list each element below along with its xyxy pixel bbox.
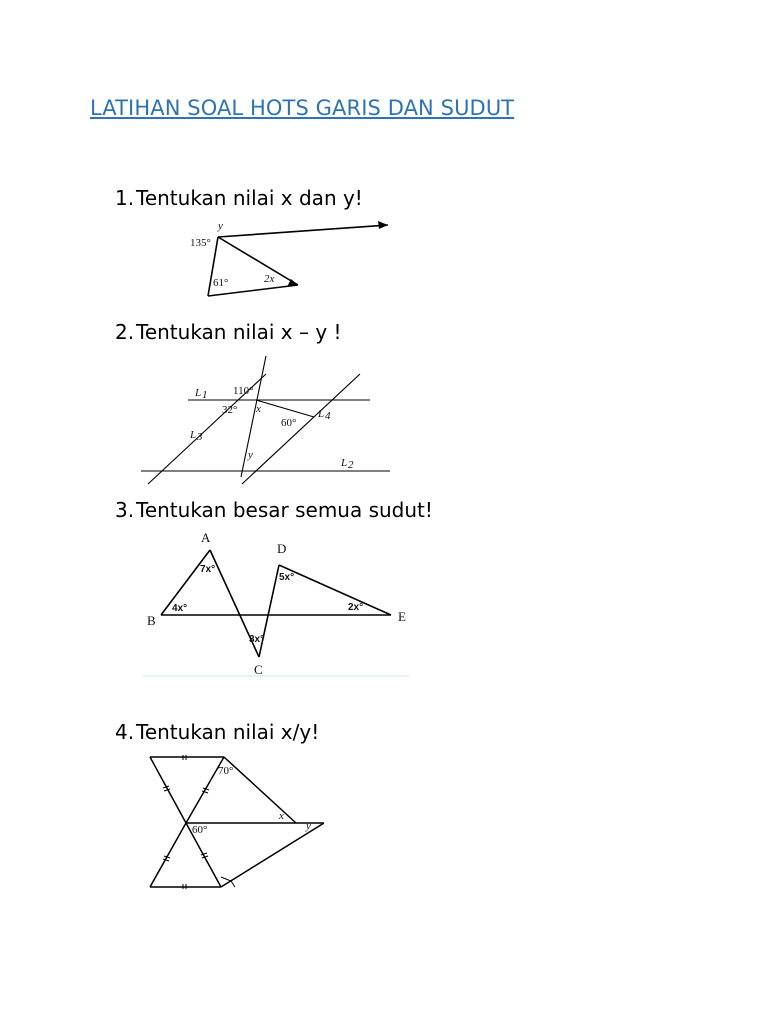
question-number: 4. — [115, 720, 135, 744]
label-L1-sub: 1 — [202, 389, 208, 401]
label-L4: L — [318, 408, 325, 420]
label-L2-sub: 2 — [348, 459, 354, 471]
question-3 — [115, 498, 433, 522]
label-2x: 2x — [264, 273, 275, 285]
figure-1 — [160, 215, 410, 307]
question-text: Tentukan nilai x – y ! — [136, 320, 342, 344]
question-text: Tentukan nilai x/y! — [136, 720, 320, 744]
label-60: 60° — [192, 824, 208, 836]
figure-3 — [143, 528, 411, 680]
label-2x: 2x° — [348, 602, 364, 613]
question-2 — [115, 320, 342, 344]
question-text: Tentukan besar semua sudut! — [136, 498, 433, 522]
label-7x: 7x° — [200, 564, 216, 575]
label-60: 60° — [281, 417, 297, 429]
label-110: 110° — [233, 385, 254, 397]
question-1 — [115, 186, 363, 210]
label-4x: 4x° — [172, 603, 188, 614]
figure-2 — [138, 352, 396, 486]
label-B: B — [147, 613, 156, 628]
label-E: E — [398, 609, 406, 624]
transversal — [241, 356, 266, 477]
label-5x: 5x° — [279, 572, 295, 583]
label-x: x — [256, 403, 261, 415]
label-D: D — [277, 541, 287, 556]
figure-4 — [136, 752, 382, 894]
label-y: y — [306, 820, 311, 832]
label-L4-sub: 4 — [325, 410, 331, 422]
label-y: y — [218, 220, 223, 232]
label-L3: L — [190, 429, 197, 441]
label-135: 135° — [190, 237, 211, 249]
label-A: A — [201, 530, 211, 545]
line-DE — [279, 565, 391, 615]
question-4 — [115, 720, 319, 744]
label-70: 70° — [218, 765, 234, 777]
question-text: Tentukan nilai x dan y! — [136, 186, 363, 210]
question-number: 1. — [115, 186, 135, 210]
question-number: 3. — [115, 498, 135, 522]
label-x: x — [279, 810, 284, 822]
label-L3-sub: 3 — [197, 431, 203, 443]
label-L2: L — [341, 457, 348, 469]
label-61: 61° — [213, 277, 229, 289]
label-C: C — [254, 662, 263, 677]
document-title: LATIHAN SOAL HOTS GARIS DAN SUDUT — [90, 96, 515, 120]
question-number: 2. — [115, 320, 135, 344]
label-L1: L — [195, 387, 202, 399]
label-32: 32° — [222, 404, 238, 416]
label-3x: 3x° — [249, 634, 265, 645]
label-y: y — [248, 449, 253, 461]
